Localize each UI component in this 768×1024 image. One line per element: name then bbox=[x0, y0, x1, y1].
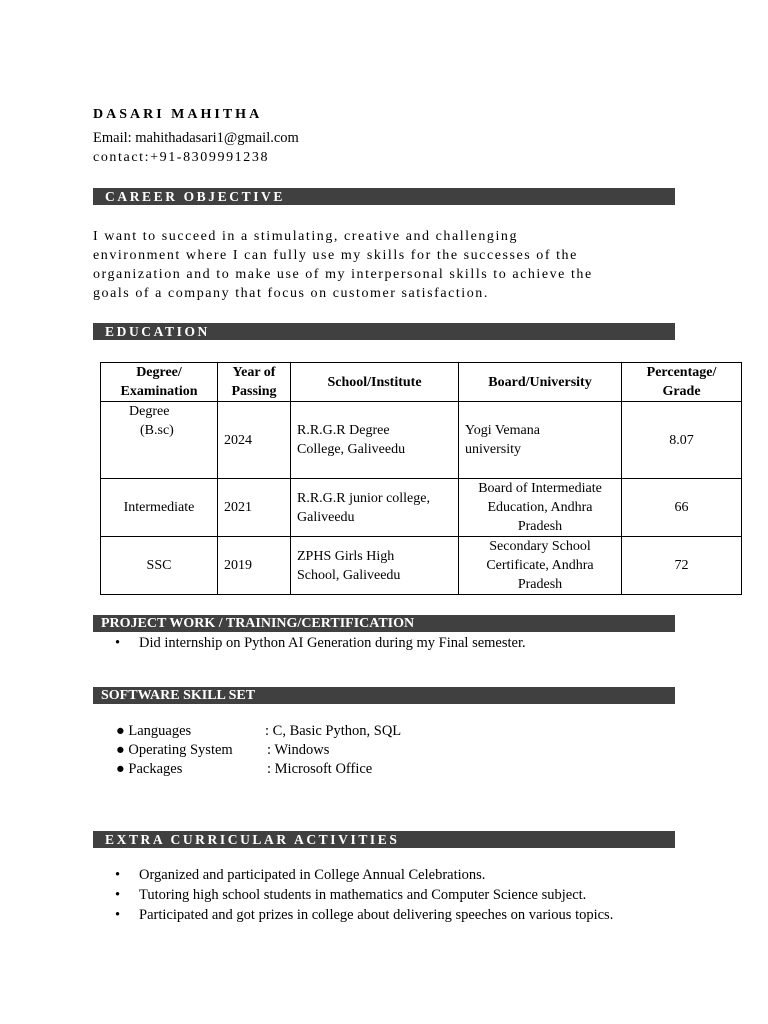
cell-text: R.R.G.R Degree bbox=[297, 423, 390, 438]
objective-line: goals of a company that focus on customer satisfaction. bbox=[93, 286, 489, 301]
bullet-icon: ● bbox=[116, 723, 125, 739]
skill-key bbox=[116, 722, 191, 741]
header-text: Degree/ bbox=[136, 365, 182, 380]
header-year bbox=[218, 363, 291, 402]
objective-line: organization and to make use of my interpersonal skills to achieve the bbox=[93, 267, 593, 282]
grade-cell: 72 bbox=[622, 537, 742, 595]
cell-text: School, Galiveedu bbox=[297, 567, 401, 583]
section-header-software-skills: SOFTWARE SKILL SET bbox=[93, 687, 675, 704]
list-item-text: Did internship on Python AI Generation during my Final semester. bbox=[139, 635, 526, 651]
cell-text: College, Galiveedu bbox=[297, 442, 406, 457]
header-grade bbox=[622, 363, 742, 402]
table-row bbox=[101, 537, 742, 595]
cell-text: Certificate, Andhra bbox=[486, 558, 594, 573]
cell-text: Secondary School bbox=[489, 539, 591, 554]
career-objective-text bbox=[93, 227, 683, 303]
cell-text: Pradesh bbox=[517, 577, 563, 592]
bullet-icon: • bbox=[115, 635, 121, 651]
skill-key bbox=[116, 741, 233, 760]
degree-cell: Intermediate bbox=[101, 479, 218, 537]
project-list bbox=[93, 633, 526, 653]
list-item-text: Participated and got prizes in college about delivering speeches on various topics. bbox=[139, 907, 614, 923]
table-row bbox=[101, 479, 742, 537]
objective-line: environment where I can fully use my skills for the successes of the bbox=[93, 248, 578, 263]
board-cell bbox=[459, 479, 622, 537]
year-cell: 2024 bbox=[218, 402, 291, 479]
cell-text: Pradesh bbox=[517, 519, 563, 534]
header-text: Grade bbox=[662, 384, 701, 399]
contact-line: contact:+91-8309991238 bbox=[93, 150, 270, 165]
cell-text: Degree bbox=[129, 404, 170, 419]
candidate-name: DASARI MAHITHA bbox=[93, 107, 263, 122]
skill-key-text: Operating System bbox=[128, 742, 233, 758]
header-text: Examination bbox=[120, 384, 198, 399]
degree-cell bbox=[101, 402, 218, 479]
grade-cell: 8.07 bbox=[622, 402, 742, 479]
table-row bbox=[101, 402, 742, 479]
bullet-icon: • bbox=[115, 867, 121, 883]
skill-value: : Windows bbox=[267, 742, 330, 758]
cell-text: Education, Andhra bbox=[487, 500, 593, 515]
header-text: Percentage/ bbox=[646, 365, 717, 380]
bullet-icon: ● bbox=[116, 742, 125, 758]
cell-text: Galiveedu bbox=[297, 509, 355, 525]
bullet-icon: ● bbox=[116, 761, 125, 777]
header-text: Passing bbox=[231, 384, 277, 399]
cell-text: Board of Intermediate bbox=[478, 481, 602, 496]
list-item-text: Tutoring high school students in mathematics and Computer Science subject. bbox=[139, 887, 587, 903]
school-cell bbox=[291, 479, 459, 537]
bullet-icon: • bbox=[115, 907, 121, 923]
cell-text: (B.sc) bbox=[140, 423, 174, 438]
section-header-career-objective: CAREER OBJECTIVE bbox=[93, 188, 675, 205]
skill-value: : Microsoft Office bbox=[267, 761, 373, 777]
list-item bbox=[93, 885, 613, 905]
objective-line: I want to succeed in a stimulating, creative and challenging bbox=[93, 229, 518, 244]
section-header-education: EDUCATION bbox=[93, 323, 675, 340]
grade-cell: 66 bbox=[622, 479, 742, 537]
header-school: School/Institute bbox=[291, 363, 459, 402]
header-degree bbox=[101, 363, 218, 402]
list-item bbox=[93, 905, 613, 925]
extra-curricular-list bbox=[93, 865, 613, 925]
list-item bbox=[93, 633, 526, 653]
skill-key-text: Languages bbox=[128, 723, 192, 739]
education-table bbox=[100, 362, 742, 595]
board-cell bbox=[459, 402, 622, 479]
bullet-icon: • bbox=[115, 887, 121, 903]
skill-value: : C, Basic Python, SQL bbox=[265, 723, 402, 739]
board-cell bbox=[459, 537, 622, 595]
cell-text: ZPHS Girls High bbox=[297, 548, 395, 564]
header-board: Board/University bbox=[459, 363, 622, 402]
year-cell: 2021 bbox=[218, 479, 291, 537]
education-header-row bbox=[101, 363, 742, 402]
section-header-project-work: PROJECT WORK / TRAINING/CERTIFICATION bbox=[93, 615, 675, 632]
section-header-extra-curricular: EXTRA CURRICULAR ACTIVITIES bbox=[93, 831, 675, 848]
list-item bbox=[93, 865, 613, 885]
degree-cell: SSC bbox=[101, 537, 218, 595]
school-cell bbox=[291, 402, 459, 479]
skill-key-text: Packages bbox=[128, 761, 183, 777]
cell-text: Yogi Vemana bbox=[465, 423, 540, 438]
header-text: Year of bbox=[232, 365, 276, 380]
list-item-text: Organized and participated in College Annual Celebrations. bbox=[139, 867, 486, 883]
cell-text: university bbox=[465, 442, 521, 457]
email-line: Email: mahithadasari1@gmail.com bbox=[93, 130, 299, 146]
skill-key bbox=[116, 760, 182, 779]
school-cell bbox=[291, 537, 459, 595]
cell-text: R.R.G.R junior college, bbox=[297, 490, 430, 506]
year-cell: 2019 bbox=[218, 537, 291, 595]
